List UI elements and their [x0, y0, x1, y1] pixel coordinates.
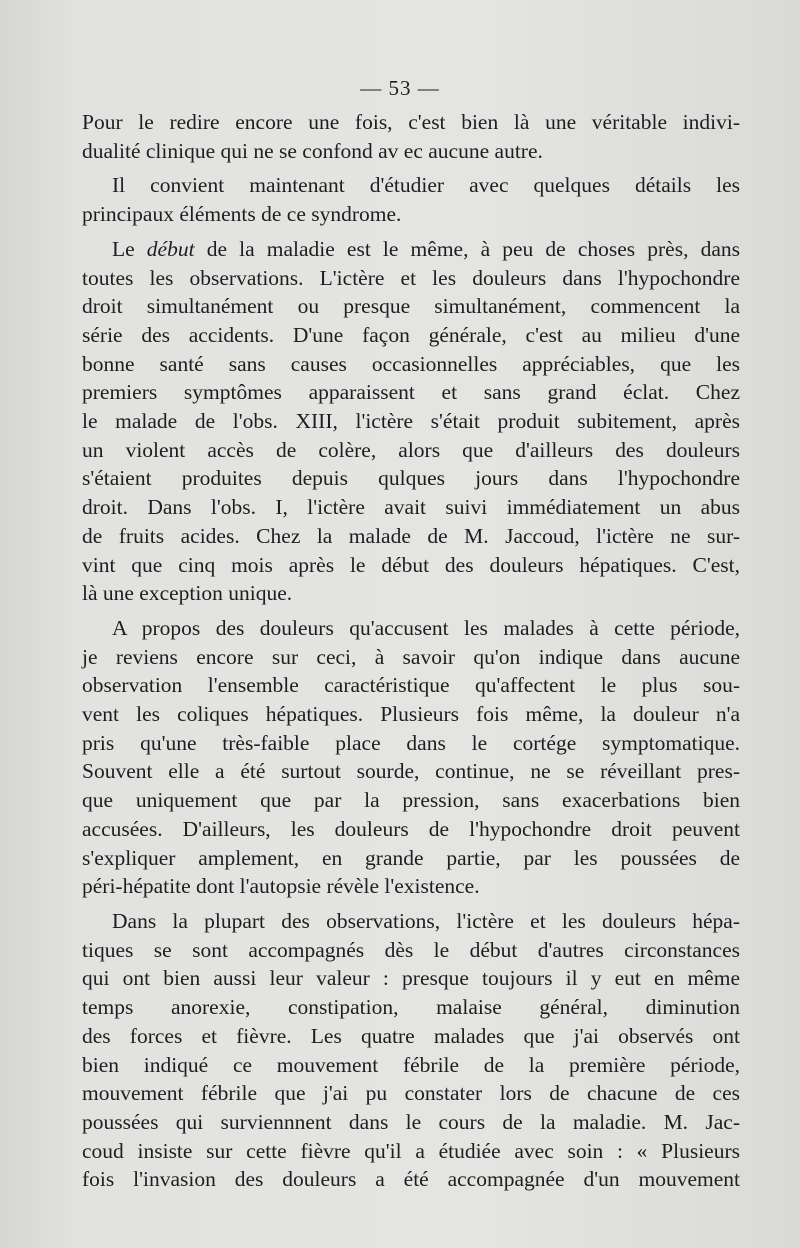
text-line: s'expliquer amplement, en grande partie, par les poussées de [82, 845, 740, 870]
text-line: accusées. D'ailleurs, les douleurs de l'hypochondre droit peuvent [82, 816, 740, 841]
text-line: le malade de l'obs. XIII, l'ictère s'était produit subitement, après [82, 409, 740, 434]
text-line: mouvement fébrile que j'ai pu constater lors de chacune de ces [82, 1081, 740, 1106]
text-line: toutes les observations. L'ictère et les douleurs dans l'hypochondre [82, 265, 740, 290]
text-line: droit. Dans l'obs. I, l'ictère avait suivi immédiatement un abus [82, 495, 740, 520]
text-line: vent les coliques hépatiques. Plusieurs fois même, la douleur n'a [82, 702, 740, 727]
text-line: premiers symptômes apparaissent et sans grand éclat. Chez [82, 380, 740, 405]
paragraph [82, 614, 740, 901]
text-line: Il convient maintenant d'étudier avec quelques détails les [112, 173, 740, 198]
text-line: que uniquement que par la pression, sans exacerbations bien [82, 788, 740, 813]
text-line: coud insiste sur cette fièvre qu'il a étudiée avec soin : « Plusieurs [82, 1138, 740, 1163]
text-line: un violent accès de colère, alors que d'ailleurs des douleurs [82, 437, 740, 462]
paragraph [82, 907, 740, 1194]
paragraph [82, 108, 740, 165]
text-line [82, 235, 740, 264]
text-line: là une exception unique. [82, 581, 293, 606]
text-line: Dans la plupart des observations, l'ictère et les douleurs hépa- [112, 908, 740, 933]
text-line: péri-hépatite dont l'autopsie révèle l'existence. [82, 874, 480, 899]
text-line: temps anorexie, constipation, malaise général, diminution [82, 995, 740, 1020]
text-line: qui ont bien aussi leur valeur : presque toujours il y eut en même [82, 966, 740, 991]
text-line: principaux éléments de ce syndrome. [82, 202, 402, 227]
text-line: bien indiqué ce mouvement fébrile de la première période, [82, 1052, 740, 1077]
page-number: — 53 — [360, 76, 440, 100]
text-line: de fruits acides. Chez la malade de M. Jaccoud, l'ictère ne sur- [82, 523, 740, 548]
text-line: Pour le redire encore une fois, c'est bien là une véritable indivi- [82, 110, 740, 134]
paragraph [82, 235, 740, 608]
text-line: bonne santé sans causes occasionnelles appréciables, que les [82, 351, 740, 376]
text-line: A propos des douleurs qu'accusent les malades à cette période, [112, 615, 740, 640]
text-line: droit simultanément ou presque simultanément, commencent la [82, 294, 740, 319]
text-line: pris qu'une très-faible place dans le cortége symptomatique. [82, 730, 740, 755]
text-line: je reviens encore sur ceci, à savoir qu'on indique dans aucune [82, 644, 740, 669]
text-line: poussées qui surviennnent dans le cours de la maladie. M. Jac- [82, 1109, 740, 1134]
line-rest: de la maladie est le même, à peu de choses près, dans [194, 236, 740, 261]
text-line: vint que cinq mois après le début des douleurs hépatiques. C'est, [82, 552, 740, 577]
paragraph [82, 171, 740, 228]
text-line: des forces et fièvre. Les quatre malades que j'ai observés ont [82, 1023, 740, 1048]
text-line: observation l'ensemble caractéristique qu'affectent le plus sou- [82, 673, 740, 698]
emphasis: début [146, 236, 195, 261]
text-line: dualité clinique qui ne se confond av ec aucune autre. [82, 138, 543, 163]
body-text [82, 108, 740, 1194]
text-line: série des accidents. D'une façon générale, c'est au milieu d'une [82, 322, 740, 347]
text-line: fois l'invasion des douleurs a été accompagnée d'un mouvement [82, 1167, 740, 1192]
text-line: Souvent elle a été surtout sourde, continue, ne se réveillant pres- [82, 759, 740, 784]
line-prefix: Le [112, 236, 147, 261]
text-line: tiques se sont accompagnés dès le début d'autres circonstances [82, 937, 740, 962]
text-line: s'étaient produites depuis qulques jours dans l'hypochondre [82, 466, 740, 491]
